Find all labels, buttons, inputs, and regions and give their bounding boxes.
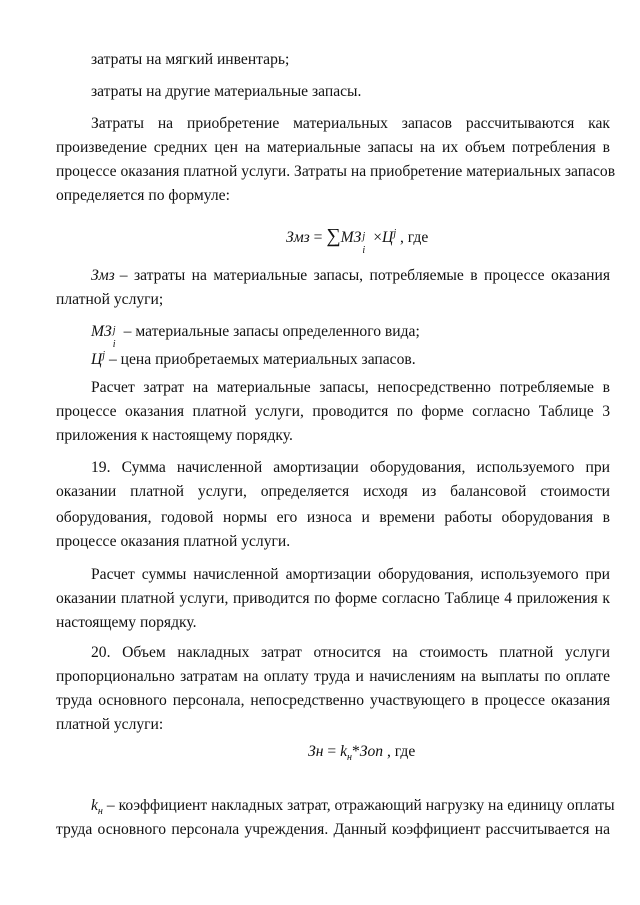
- def-text: – цена приобретаемых материальных запасов.: [108, 351, 416, 368]
- text-line: 20. Объем накладных затрат относится на стоимость платной услуги: [91, 644, 610, 661]
- definition-line: [91, 266, 610, 286]
- text-line: произведение средних цен на материальные запасы на их объем потребления в: [56, 139, 610, 156]
- text-line: Затраты на приобретение материальных запасов рассчитываются как: [91, 115, 610, 132]
- def-text: – коэффициент накладных затрат, отражающий нагрузку на единицу оплаты: [106, 797, 615, 814]
- formula-times: ×: [369, 229, 383, 246]
- def-sup: j: [102, 349, 106, 361]
- text-line: оказании платной услуги, определяется исходя из балансовой стоимости: [56, 483, 610, 500]
- formula-k-sub: н: [346, 752, 352, 764]
- def-symbol-mzi: МЗ: [91, 323, 112, 340]
- text-line: определяется по формуле:: [56, 187, 230, 204]
- text-line: приложения к настоящему порядку.: [56, 427, 293, 444]
- formula-eq: =: [323, 743, 341, 760]
- text-line: платной услуги;: [56, 291, 164, 308]
- formula-term1: МЗ: [340, 229, 362, 246]
- text-line: пропорционально затратам на оплату труда и начислениям на выплаты по оплате: [56, 668, 610, 685]
- text-line: оборудования, годовой нормы его износа и времени работы оборудования в: [56, 509, 610, 526]
- text-line: труда основного персонала, непосредственно участвующего в процессе оказания: [56, 692, 610, 709]
- text-line: 19. Сумма начисленной амортизации оборудования, используемого при: [91, 459, 610, 476]
- formula-eq: =: [309, 229, 327, 246]
- text-line: затраты на мягкий инвентарь;: [91, 51, 290, 68]
- sum-sign: ∑: [326, 225, 341, 247]
- def-symbol-zmz: Змз: [91, 267, 115, 284]
- formula-rhs: Зоп: [359, 743, 384, 760]
- formula-overhead: [308, 742, 548, 762]
- formula-term2: Ц: [382, 229, 394, 246]
- text-line: Расчет затрат на материальные запасы, непосредственно потребляемые в: [91, 379, 610, 396]
- text-line: процессе оказания платной услуги.: [56, 533, 291, 550]
- def-symbol-k: k: [91, 797, 98, 814]
- text-line: оказании платной услуги, приводится по форме согласно Таблице 4 приложения к: [56, 590, 610, 607]
- formula-tail: , где: [396, 229, 429, 246]
- formula-sup2: j: [393, 227, 397, 239]
- definition-line: [91, 350, 611, 370]
- definition-line: МЗ j i – материальные запасы определенного вида;: [91, 323, 420, 350]
- def-text: – затраты на материальные запасы, потребляемые в процессе оказания: [119, 267, 610, 284]
- formula-lhs: Змз: [286, 229, 310, 246]
- text-line: процессе оказания платной услуги, проводится по форме согласно Таблице 3: [56, 403, 610, 420]
- formula-tail: , где: [383, 743, 416, 760]
- def-text: – материальные запасы определенного вида;: [123, 323, 420, 340]
- formula-material-costs: Змз = ∑МЗ j i $\times Ц^j$ , где: [286, 225, 429, 256]
- text-line: процессе оказания платной услуги. Затраты на приобретение материальных запасов: [56, 163, 616, 180]
- formula-lhs: Зн: [308, 743, 324, 760]
- def-sub: н: [97, 806, 103, 818]
- text-line: Расчет суммы начисленной амортизации оборудования, используемого при: [91, 566, 610, 583]
- text-line: настоящему порядку.: [56, 614, 197, 631]
- text-line: платной услуги:: [56, 716, 164, 733]
- formula-k: k: [340, 743, 347, 760]
- text-line: затраты на другие материальные запасы.: [91, 83, 362, 100]
- def-symbol-c: Ц: [91, 351, 103, 368]
- text-line: труда основного персонала учреждения. Данный коэффициент рассчитывается на: [56, 821, 610, 838]
- definition-line: [91, 796, 615, 818]
- formula-star: *: [351, 743, 360, 760]
